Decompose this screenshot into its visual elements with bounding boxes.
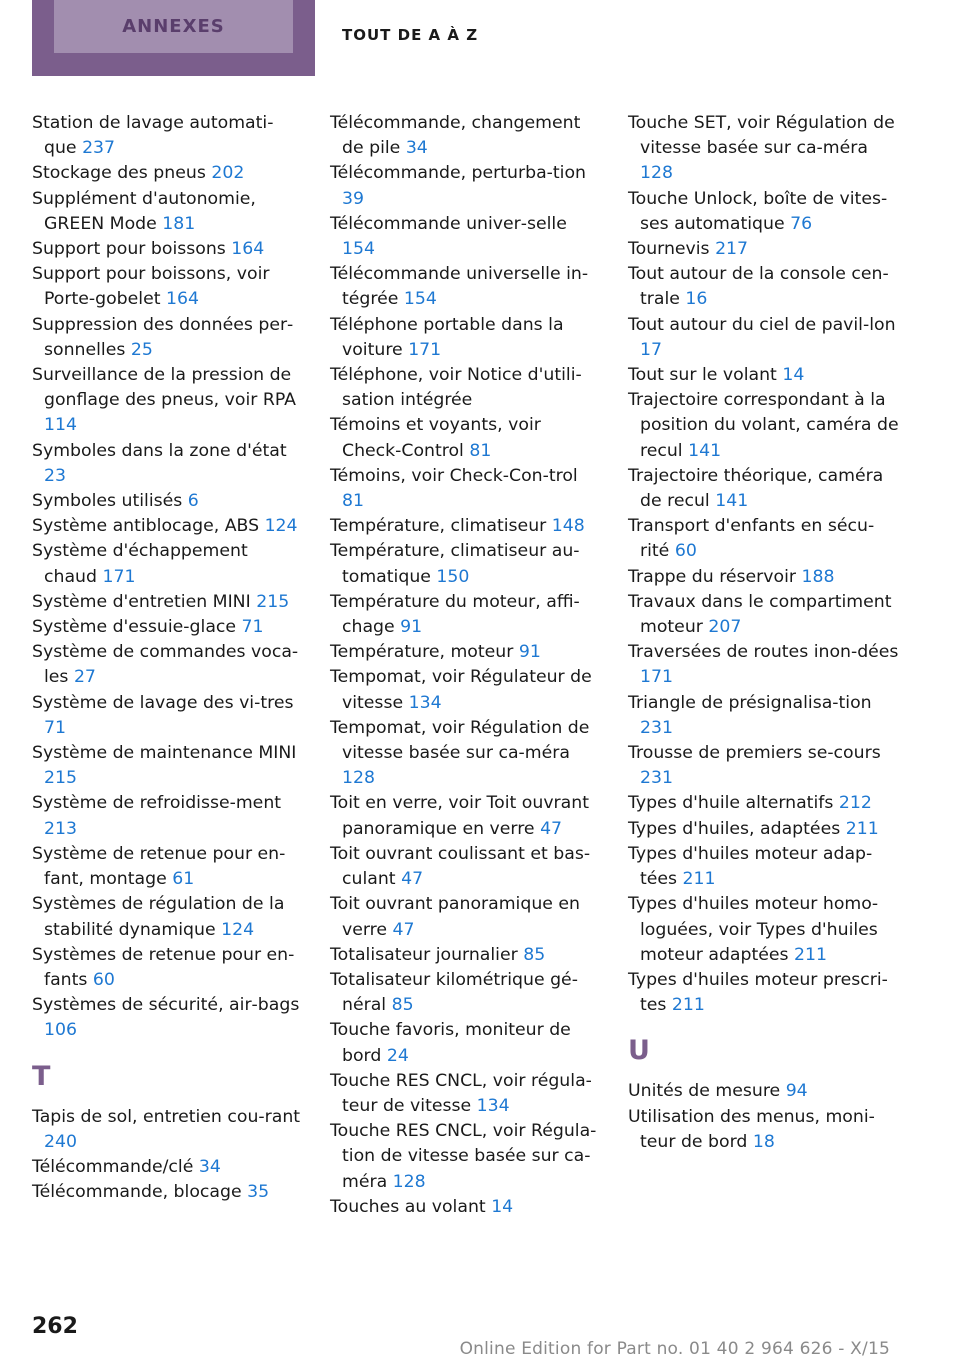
index-entry-text: Traversées de routes inon‐dées [628, 642, 899, 663]
index-entry-text: Surveillance de la pression de gonflage des pneus, voir RPA [32, 365, 297, 411]
index-entry-text: Système de commandes voca‐les [32, 642, 299, 688]
page-reference-link[interactable]: 202 [211, 163, 245, 184]
index-entry-text: Télécommande univer‐selle [330, 213, 567, 234]
index-entry-text: Transport d'enfants en sécu‐rité [628, 516, 875, 562]
index-column-2 [330, 111, 600, 1220]
page-reference-link[interactable]: 154 [403, 289, 437, 310]
index-entry-text: Télécommande/clé [32, 1156, 194, 1177]
index-entry-text: Trajectoire théorique, caméra de recul [628, 465, 884, 512]
page-reference-link[interactable]: 240 [44, 1131, 77, 1152]
index-letter-heading: T [32, 1060, 51, 1092]
index-entry-text: Télécommande universelle in‐tégrée [330, 264, 589, 310]
edition-footer: Online Edition for Part no. 01 40 2 964 626 - X/15 [459, 1339, 890, 1359]
page-reference-link[interactable]: 171 [102, 566, 136, 587]
index-entry-text: Supplément d'autonomie, GREEN Mode [32, 188, 256, 234]
page-reference-link[interactable]: 47 [392, 919, 415, 940]
index-entry [32, 262, 302, 312]
index-entry [330, 1119, 600, 1195]
index-entry [32, 615, 302, 640]
page-reference-link[interactable]: 171 [640, 667, 673, 688]
section-title: TOUT DE A À Z [342, 26, 479, 44]
index-entry-text: Tournevis [628, 239, 710, 260]
index-entry [628, 691, 903, 741]
page-reference-link[interactable]: 14 [782, 365, 805, 386]
index-entry [330, 413, 600, 463]
page-reference-link[interactable]: 141 [688, 440, 722, 461]
index-entry [330, 892, 600, 942]
page-number: 262 [32, 1314, 78, 1339]
page-reference-link[interactable]: 35 [247, 1182, 270, 1203]
index-column-3 [628, 111, 903, 1155]
page-reference-link[interactable]: 211 [794, 944, 828, 965]
index-entry [330, 842, 600, 892]
index-column-1 [32, 111, 302, 1205]
index-entry-text: Totalisateur kilométrique gé‐néral [330, 969, 578, 1016]
index-entry [32, 691, 302, 741]
index-entry-text: Toit ouvrant panoramique en verre [330, 894, 580, 940]
page-header [0, 0, 960, 76]
index-entry [32, 313, 302, 363]
index-entry [32, 439, 302, 489]
index-entry [32, 237, 302, 262]
index-entry [32, 741, 302, 791]
index-entry-text: Témoins et voyants, voir Check-Control [330, 415, 541, 461]
page-reference-link[interactable]: 60 [92, 969, 115, 990]
index-entry [628, 968, 903, 1018]
index-entry [330, 968, 600, 1018]
index-entry [330, 665, 600, 715]
index-entry [330, 640, 600, 665]
index-entry-text: Systèmes de sécurité, air‐bags [32, 995, 300, 1016]
index-entry-text: Tempomat, voir Régulateur de vitesse [330, 667, 592, 713]
index-entry-text: Trajectoire correspondant à la position du volant, caméra de recul [628, 390, 899, 461]
index-entry-text: Température, moteur [330, 642, 514, 663]
page-reference-link[interactable]: 47 [401, 869, 424, 890]
index-entry-text: Touche Unlock, boîte de vites‐ses automatique [628, 188, 888, 234]
index-entry [628, 741, 903, 791]
index-entry [330, 1195, 600, 1220]
page-reference-link[interactable]: 213 [44, 818, 77, 839]
page-reference-link[interactable]: 148 [551, 516, 585, 537]
index-entry [32, 161, 302, 186]
index-entry-text: Système de retenue pour en‐fant, montage [32, 843, 286, 890]
index-entry [32, 111, 302, 161]
page-reference-link[interactable]: 171 [408, 339, 442, 360]
index-entry [628, 791, 903, 816]
index-entry [330, 791, 600, 841]
index-entry-text: Télécommande, perturba‐tion [330, 163, 586, 184]
index-entry-text: Touche SET, voir Régulation de vitesse basée sur ca‐méra [628, 113, 895, 159]
index-entry [330, 111, 600, 161]
index-entry [330, 716, 600, 792]
index-entry [32, 514, 302, 539]
page-reference-link[interactable]: 23 [44, 465, 66, 486]
index-entry-text: Touche favoris, moniteur de bord [330, 1020, 571, 1066]
page-reference-link[interactable]: 211 [845, 818, 879, 839]
index-entry-text: Types d'huile alternatifs [628, 793, 834, 814]
page-reference-link[interactable]: 237 [82, 138, 116, 159]
page-reference-link[interactable]: 124 [221, 919, 255, 940]
page-reference-link[interactable]: 71 [44, 717, 66, 738]
index-entry-text: Utilisation des menus, moni‐teur de bord [628, 1106, 875, 1152]
index-entry [330, 363, 600, 413]
page-reference-link[interactable]: 91 [400, 617, 423, 638]
index-entry-text: Touches au volant [330, 1196, 486, 1217]
page-reference-link[interactable]: 61 [172, 869, 195, 890]
index-entry-text: Types d'huiles moteur prescri‐tes [628, 969, 888, 1016]
section-tab-label: ANNEXES [54, 0, 293, 53]
index-entry [32, 943, 302, 993]
page-reference-link[interactable]: 164 [165, 289, 199, 310]
page-reference-link[interactable]: 14 [491, 1196, 514, 1217]
index-entry [330, 943, 600, 968]
index-entry [32, 590, 302, 615]
index-entry-text: Télécommande, changement de pile [330, 113, 581, 159]
index-entry [628, 388, 903, 464]
index-entry [32, 489, 302, 514]
index-entry-text: Téléphone portable dans la voiture [330, 314, 564, 360]
index-entry-text: Température du moteur, affi‐chage [330, 591, 580, 638]
index-entry [32, 1180, 302, 1205]
page-reference-link[interactable]: 211 [682, 869, 716, 890]
page-reference-link[interactable]: 212 [838, 793, 872, 814]
page-reference-link[interactable]: 18 [752, 1131, 775, 1152]
index-entry-text: Symboles dans la zone d'état [32, 440, 287, 461]
page-reference-link[interactable]: 124 [264, 516, 298, 537]
index-entry [628, 363, 903, 388]
index-entry [330, 1018, 600, 1068]
index-entry [330, 313, 600, 363]
page-reference-link[interactable]: 91 [518, 642, 541, 663]
index-entry-text: Télécommande, blocage [32, 1182, 242, 1203]
index-entry [330, 212, 600, 262]
page-reference-link[interactable]: 71 [241, 617, 264, 638]
index-entry-text: Système d'essuie-glace [32, 617, 237, 638]
index-entry-text: Systèmes de retenue pour en‐fants [32, 944, 295, 990]
index-entry-text: Toit ouvrant coulissant et bas‐culant [330, 843, 591, 890]
page-reference-link[interactable]: 211 [671, 995, 705, 1016]
page-reference-link[interactable]: 134 [408, 692, 442, 713]
index-entry-text: Système de maintenance MINI [32, 743, 297, 764]
index-entry-text: Triangle de présignalisa‐tion [628, 692, 872, 713]
index-entry [628, 262, 903, 312]
index-entry-text: Station de lavage automati‐que [32, 113, 274, 159]
index-entry [330, 539, 600, 589]
page-reference-link[interactable]: 25 [130, 339, 153, 360]
index-entry [628, 842, 903, 892]
index-entry [628, 313, 903, 363]
index-entry-text: Température, climatiseur au‐tomatique [330, 541, 580, 587]
index-entry [330, 514, 600, 539]
index-entry-text: Support pour boissons, voir Porte-gobelet [32, 264, 270, 310]
page-reference-link[interactable]: 34 [405, 138, 428, 159]
index-entry-text: Téléphone, voir Notice d'utili‐sation intégrée [330, 365, 582, 411]
index-entry-text: Suppression des données per‐sonnelles [32, 314, 294, 360]
index-entry [330, 590, 600, 640]
page-reference-link[interactable]: 76 [790, 213, 813, 234]
page-reference-link[interactable]: 217 [715, 239, 749, 260]
index-entry [32, 363, 302, 439]
section-tab [32, 0, 315, 76]
index-entry-text: Tempomat, voir Régulation de vitesse basée sur ca‐méra [330, 717, 590, 764]
index-entry-text: Totalisateur journalier [330, 944, 518, 965]
index-entry [32, 993, 302, 1043]
index-entry-text: Tapis de sol, entretien cou‐rant [32, 1106, 301, 1127]
page-reference-link[interactable]: 215 [256, 591, 290, 612]
index-entry-text: Système d'entretien MINI [32, 591, 251, 612]
index-entry [32, 1155, 302, 1180]
page-reference-link[interactable]: 85 [523, 944, 546, 965]
page-reference-link[interactable]: 81 [469, 440, 492, 461]
index-entry [628, 237, 903, 262]
index-entry-text: Types d'huiles moteur adap‐tées [628, 843, 873, 890]
index-entry-text: Température, climatiseur [330, 516, 547, 537]
index-entry [330, 262, 600, 312]
page-reference-link[interactable]: 134 [476, 1095, 510, 1116]
index-entry-text: Système de refroidisse‐ment [32, 793, 282, 814]
index-entry-text: Tout autour du ciel de pavil‐lon [628, 314, 896, 335]
index-entry [628, 111, 903, 187]
index-entry [628, 187, 903, 237]
page-reference-link[interactable]: 16 [685, 289, 708, 310]
page-reference-link[interactable]: 154 [342, 239, 375, 260]
index-entry-text: Système d'échappement chaud [32, 541, 248, 587]
index-entry [32, 187, 302, 237]
index-entry-text: Travaux dans le compartiment moteur [628, 591, 892, 638]
index-entry-text: Système antiblocage, ABS [32, 516, 260, 537]
index-entry [628, 1105, 903, 1155]
index-entry [32, 892, 302, 942]
index-entry [628, 565, 903, 590]
page-reference-link[interactable]: 128 [640, 163, 673, 184]
page-reference-link[interactable]: 188 [801, 566, 835, 587]
index-entry [330, 464, 600, 514]
page-reference-link[interactable]: 81 [342, 491, 364, 512]
index-entry [32, 640, 302, 690]
index-entry [628, 1079, 903, 1104]
page-reference-link[interactable]: 215 [44, 768, 77, 789]
index-entry-text: Symboles utilisés [32, 491, 183, 512]
index-entry [330, 161, 600, 211]
page-reference-link[interactable]: 94 [785, 1081, 808, 1102]
index-entry-text: Trousse de premiers se‐cours [628, 743, 881, 764]
index-entry [628, 817, 903, 842]
page-reference-link[interactable]: 128 [392, 1171, 426, 1192]
index-entry [628, 590, 903, 640]
index-entry [628, 464, 903, 514]
index-entry [330, 1069, 600, 1119]
page-reference-link[interactable]: 114 [44, 415, 77, 436]
page-reference-link[interactable]: 141 [715, 491, 749, 512]
page-reference-link[interactable]: 128 [342, 768, 375, 789]
page-reference-link[interactable]: 207 [708, 617, 742, 638]
page-reference-link[interactable]: 34 [198, 1156, 221, 1177]
index-entry [32, 539, 302, 589]
index-entry-text: Touche RES CNCL, voir Régula‐tion de vitesse basée sur ca‐méra [330, 1121, 597, 1192]
index-entry-text: Toit en verre, voir Toit ouvrant panoramique en verre [330, 793, 589, 839]
index-entry [32, 791, 302, 841]
page-reference-link[interactable]: 106 [44, 1020, 77, 1041]
index-entry-text: Stockage des pneus [32, 163, 206, 184]
page-reference-link[interactable]: 39 [342, 188, 364, 209]
index-entry-text: Tout sur le volant [628, 365, 777, 386]
index-entry-text: Témoins, voir Check-Con‐trol [330, 465, 578, 486]
index-entry-text: Types d'huiles, adaptées [628, 818, 841, 839]
index-entry-text: Types d'huiles moteur homo‐loguées, voir Types d'huiles moteur adaptées [628, 894, 879, 965]
page-reference-link[interactable]: 27 [73, 667, 96, 688]
index-entry-text: Support pour boissons [32, 239, 226, 260]
page-reference-link[interactable]: 164 [231, 239, 265, 260]
index-entry-text: Unités de mesure [628, 1081, 781, 1102]
index-entry-text: Tout autour de la console cen‐trale [628, 264, 889, 310]
page-reference-link[interactable]: 60 [674, 541, 697, 562]
index-entry [628, 892, 903, 968]
index-entry-text: Système de lavage des vi‐tres [32, 692, 294, 713]
page-reference-link[interactable]: 181 [162, 213, 196, 234]
index-entry [628, 640, 903, 690]
page-reference-link[interactable]: 85 [391, 995, 414, 1016]
page-reference-link[interactable]: 6 [187, 491, 199, 512]
index-entry [32, 1105, 302, 1155]
index-entry-text: Systèmes de régulation de la stabilité dynamique [32, 894, 285, 940]
index-entry-text: Touche RES CNCL, voir régula‐teur de vitesse [330, 1070, 592, 1116]
page-reference-link[interactable]: 231 [640, 717, 673, 738]
index-entry [628, 514, 903, 564]
index-entry-text: Trappe du réservoir [628, 566, 796, 587]
page-reference-link[interactable]: 17 [640, 339, 662, 360]
index-entry [32, 842, 302, 892]
page-reference-link[interactable]: 24 [386, 1045, 409, 1066]
index-letter-heading: U [628, 1035, 650, 1067]
page-reference-link[interactable]: 150 [436, 566, 470, 587]
page-reference-link[interactable]: 47 [540, 818, 563, 839]
page-reference-link[interactable]: 231 [640, 768, 673, 789]
